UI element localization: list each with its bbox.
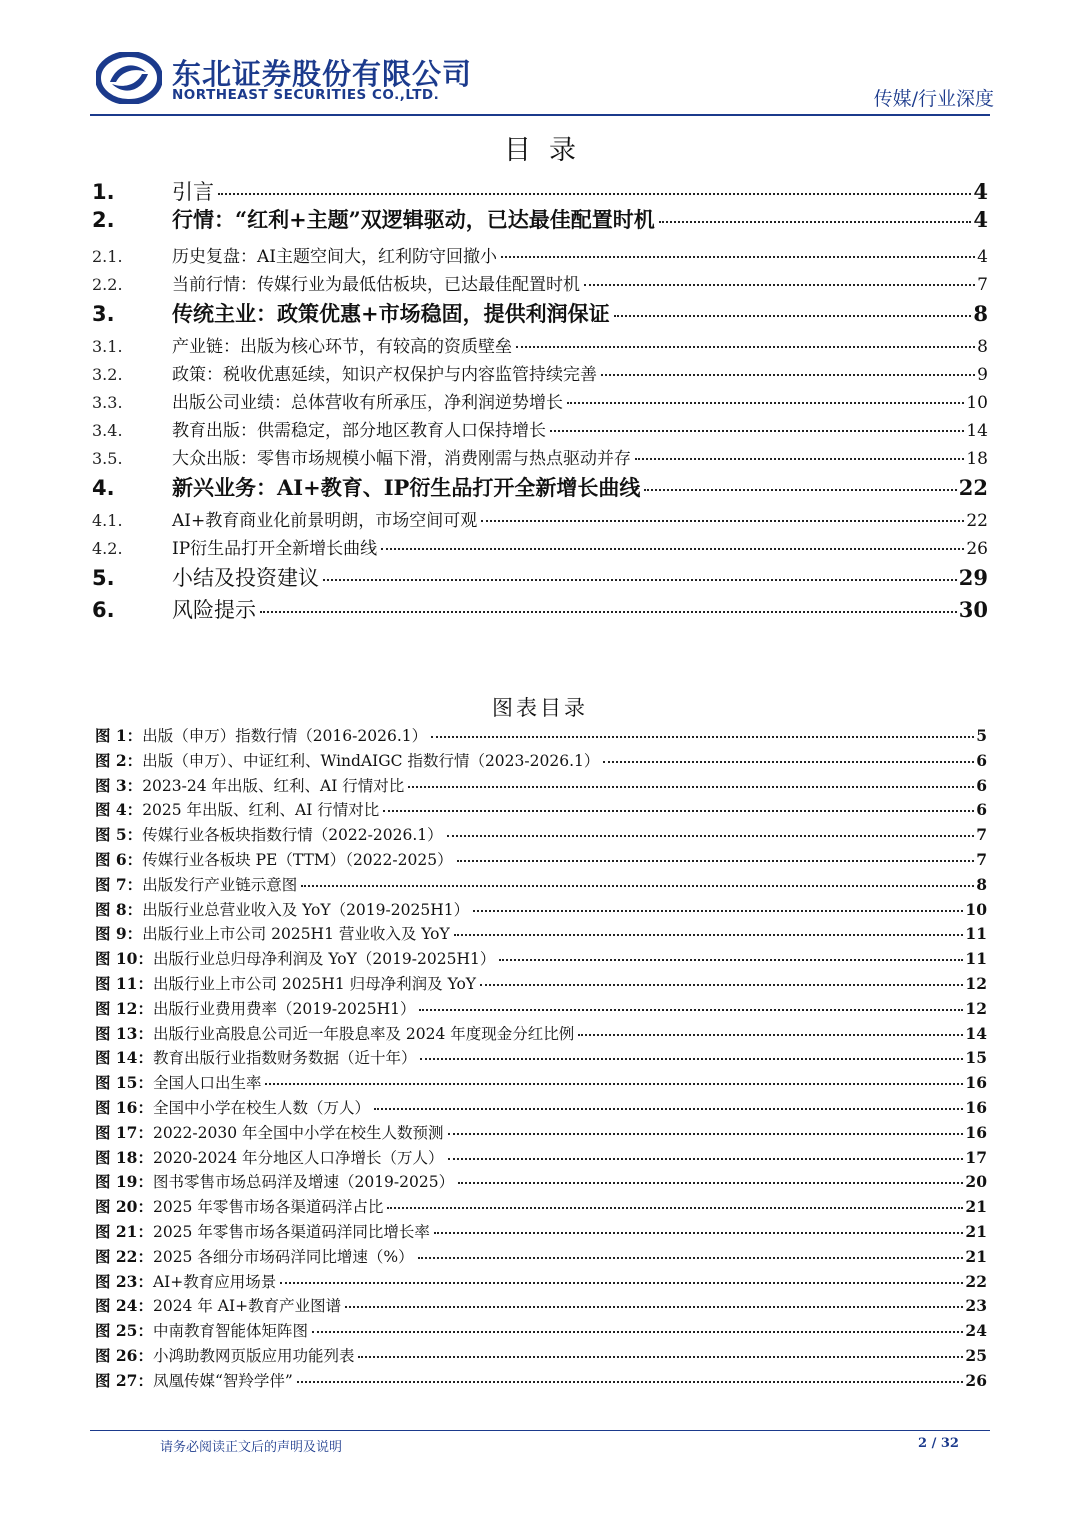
toc-leader-dots <box>584 284 975 286</box>
figure-item[interactable] <box>95 1245 987 1267</box>
figure-caption: 2024 年 AI+教育产业图谱 <box>152 1297 342 1316</box>
figure-label: 图 14： <box>95 1048 153 1068</box>
toc-item[interactable] <box>92 472 988 502</box>
figure-label: 图 3： <box>95 775 143 795</box>
figure-leader-dots <box>447 835 975 837</box>
figure-label: 图 5： <box>95 825 143 845</box>
toc-item-number: 3.1. <box>92 337 123 356</box>
figure-page: 20 <box>965 1172 987 1192</box>
figure-item[interactable] <box>95 1146 987 1168</box>
toc-item-page: 22 <box>958 475 988 500</box>
figure-caption: 2023-24 年出版、红利、AI 行情对比 <box>142 776 405 795</box>
figure-list-title: 图表目录 <box>492 696 588 720</box>
toc-leader-dots <box>323 579 957 581</box>
figure-label: 图 10： <box>95 949 153 969</box>
toc-item-page: 9 <box>977 365 988 385</box>
figure-item[interactable] <box>95 972 987 994</box>
toc-item-page: 22 <box>966 511 988 531</box>
figure-item[interactable] <box>95 1071 987 1093</box>
figure-caption: 出版行业上市公司 2025H1 归母净利润及 YoY <box>152 975 477 993</box>
toc-item-title: 大众出版：零售市场规模小幅下滑，消费刚需与热点驱动并存 <box>172 449 631 469</box>
figure-page: 6 <box>976 800 987 820</box>
figure-leader-dots <box>312 1331 963 1333</box>
toc-leader-dots <box>644 489 956 491</box>
toc-item[interactable] <box>92 242 988 267</box>
toc-item-title: 小结及投资建议 <box>172 566 319 590</box>
figure-label: 图 19： <box>95 1172 153 1192</box>
figure-label: 图 17： <box>95 1122 153 1142</box>
toc-item-page: 4 <box>973 207 988 232</box>
toc-item-title: 当前行情：传媒行业为最低估板块，已达最佳配置时机 <box>172 275 580 295</box>
toc-leader-dots <box>659 221 972 223</box>
figure-leader-dots <box>434 1232 964 1234</box>
figure-leader-dots <box>297 1381 964 1383</box>
figure-label: 图 13： <box>95 1023 153 1043</box>
figure-leader-dots <box>383 810 974 812</box>
figure-label: 图 9： <box>95 924 143 944</box>
toc-item-title: 出版公司业绩：总体营收有所承压，净利润逆势增长 <box>172 393 563 413</box>
figure-leader-dots <box>499 959 963 961</box>
toc-item-title: 传统主业：政策优惠+市场稳固，提供利润保证 <box>172 301 610 326</box>
toc-item[interactable] <box>92 506 988 531</box>
toc-item-number: 1. <box>92 180 115 204</box>
figure-item[interactable] <box>95 724 987 746</box>
toc-leader-dots <box>501 256 975 258</box>
toc-item-title: 历史复盘：AI主题空间大，红利防守回撤小 <box>172 247 497 267</box>
figure-caption: 中南教育智能体矩阵图 <box>152 1322 308 1341</box>
figure-caption: 2025 各细分市场码洋同比增速（%） <box>152 1247 414 1266</box>
figure-item[interactable] <box>95 873 987 895</box>
figure-item[interactable] <box>95 774 987 796</box>
toc-item-page: 8 <box>973 301 988 326</box>
footer-divider <box>90 1430 990 1431</box>
toc-item-page: 7 <box>977 275 988 295</box>
toc-item[interactable] <box>92 332 988 357</box>
figure-page: 16 <box>965 1098 987 1117</box>
figure-page: 12 <box>965 998 987 1018</box>
toc-leader-dots <box>567 402 964 404</box>
figure-page: 17 <box>965 1147 987 1167</box>
toc-leader-dots <box>550 430 964 432</box>
toc-item-number: 3.3. <box>92 393 123 412</box>
toc-item-title: AI+教育商业化前景明朗，市场空间可观 <box>172 511 478 531</box>
figure-caption: 出版行业上市公司 2025H1 营业收入及 YoY <box>142 925 450 944</box>
figure-label: 图 6： <box>95 850 143 869</box>
toc-item-number: 5. <box>92 566 115 590</box>
figure-label: 图 21： <box>95 1222 153 1241</box>
figure-caption: 小鸿助教网页版应用功能列表 <box>152 1347 355 1365</box>
toc-item-number: 3.4. <box>92 421 123 440</box>
figure-leader-dots <box>345 1306 963 1308</box>
figure-leader-dots <box>358 1356 963 1358</box>
figure-caption: 传媒行业各板块 PE（TTM）（2022-2025） <box>142 851 453 869</box>
toc-item[interactable] <box>92 270 988 295</box>
figure-caption: 全国中小学在校生人数（万人） <box>152 1099 370 1117</box>
figure-caption: 出版行业费用费率（2019-2025H1） <box>152 999 416 1018</box>
figure-page: 22 <box>965 1271 987 1291</box>
figure-leader-dots <box>420 1058 963 1060</box>
figure-caption: 教育出版行业指数财务数据（近十年） <box>152 1049 417 1068</box>
figure-label: 图 27： <box>95 1370 153 1390</box>
figure-item[interactable] <box>95 1319 987 1341</box>
toc-item-title: 教育出版：供需稳定，部分地区教育人口保持增长 <box>172 421 546 441</box>
figure-item[interactable] <box>95 1195 987 1217</box>
figure-caption: 传媒行业各板块指数行情（2022-2026.1） <box>142 826 443 845</box>
toc-item-page: 14 <box>966 421 988 441</box>
figure-item[interactable] <box>95 1170 987 1192</box>
toc-item-page: 29 <box>958 565 988 590</box>
report-category: 传媒/行业深度 <box>873 88 994 110</box>
figure-page: 11 <box>965 949 987 969</box>
toc-item-number: 2.2. <box>92 275 123 294</box>
toc-item-title: 风险提示 <box>172 598 256 622</box>
figure-page: 16 <box>965 1073 987 1093</box>
figure-page: 26 <box>965 1370 987 1390</box>
figure-caption: 2025 年零售市场各渠道码洋同比增长率 <box>152 1223 430 1241</box>
toc-item-number: 4.1. <box>92 511 123 530</box>
header-divider <box>90 114 990 116</box>
figure-item[interactable] <box>95 997 987 1019</box>
figure-item[interactable] <box>95 1270 987 1292</box>
toc-item[interactable] <box>92 594 988 624</box>
figure-item[interactable] <box>95 848 987 870</box>
toc-item[interactable] <box>92 444 988 469</box>
figure-item[interactable] <box>95 823 987 845</box>
toc-item-number: 3. <box>92 302 115 326</box>
toc-item-title: IP衍生品打开全新增长曲线 <box>172 539 378 559</box>
figure-page: 15 <box>965 1048 987 1068</box>
figure-page: 23 <box>965 1296 987 1316</box>
figure-label: 图 16： <box>95 1098 153 1117</box>
figure-item[interactable] <box>95 1344 987 1366</box>
figure-label: 图 15： <box>95 1073 153 1093</box>
figure-page: 8 <box>976 874 987 894</box>
figure-page: 10 <box>965 899 987 919</box>
toc-item-title: 引言 <box>172 180 214 204</box>
figure-item[interactable] <box>95 1294 987 1316</box>
toc-leader-dots <box>481 520 964 522</box>
figure-item[interactable] <box>95 798 987 820</box>
toc-item-title: 政策：税收优惠延续，知识产权保护与内容监管持续完善 <box>172 365 597 385</box>
page-indicator: 2 / 32 <box>918 1436 959 1451</box>
figure-caption: 2022-2030 年全国中小学在校生人数预测 <box>152 1123 444 1142</box>
figure-caption: 全国人口出生率 <box>152 1074 262 1093</box>
figure-caption: 2025 年零售市场各渠道码洋占比 <box>152 1198 384 1217</box>
figure-page: 7 <box>976 825 987 845</box>
toc-item-title: 新兴业务：AI+教育、IP衍生品打开全新增长曲线 <box>172 475 641 500</box>
figure-label: 图 18： <box>95 1147 153 1167</box>
toc-item-number: 3.2. <box>92 365 123 384</box>
figure-leader-dots <box>480 984 963 986</box>
toc-item-page: 18 <box>966 449 988 469</box>
figure-leader-dots <box>408 786 974 788</box>
toc-item[interactable] <box>92 388 988 413</box>
toc-item-page: 8 <box>977 337 988 357</box>
company-logo-icon <box>96 52 162 104</box>
figure-item[interactable] <box>95 1121 987 1143</box>
figure-leader-dots <box>419 1009 963 1011</box>
company-name-en: NORTHEAST SECURITIES CO.,LTD. <box>172 87 440 103</box>
footer-disclaimer: 请务必阅读正文后的声明及说明 <box>160 1440 343 1455</box>
figure-label: 图 26： <box>95 1346 153 1365</box>
figure-label: 图 4： <box>95 800 143 820</box>
figure-leader-dots <box>448 1158 964 1160</box>
figure-caption: 2020-2024 年分地区人口净增长（万人） <box>152 1148 444 1167</box>
figure-page: 12 <box>965 974 987 993</box>
toc-item-number: 6. <box>92 598 115 622</box>
toc-item-page: 30 <box>958 597 988 622</box>
toc-item[interactable] <box>92 298 988 328</box>
figure-page: 21 <box>965 1197 987 1217</box>
figure-leader-dots <box>387 1207 963 1209</box>
toc-item-page: 4 <box>977 247 988 267</box>
figure-caption: AI+教育应用场景 <box>152 1272 277 1291</box>
toc-item[interactable] <box>92 204 988 234</box>
toc-item[interactable] <box>92 360 988 385</box>
figure-label: 图 12： <box>95 998 153 1018</box>
figure-page: 25 <box>965 1346 987 1365</box>
toc-item[interactable] <box>92 176 988 206</box>
figure-leader-dots <box>578 1034 963 1036</box>
figure-caption: 出版行业高股息公司近一年股息率及 2024 年度现金分红比例 <box>152 1024 575 1043</box>
figure-leader-dots <box>448 1133 964 1135</box>
toc-title: 目录 <box>504 135 594 166</box>
figure-caption: 凤凰传媒“智羚学伴” <box>152 1371 293 1390</box>
toc-leader-dots <box>635 458 964 460</box>
figure-item[interactable] <box>95 898 987 920</box>
figure-leader-dots <box>454 934 964 936</box>
figure-page: 21 <box>965 1246 987 1266</box>
figure-page: 5 <box>976 726 987 745</box>
figure-page: 24 <box>965 1321 987 1341</box>
figure-page: 21 <box>965 1222 987 1241</box>
figure-label: 图 23： <box>95 1271 153 1291</box>
toc-item-number: 2.1. <box>92 247 123 266</box>
figure-item[interactable] <box>95 749 987 771</box>
figure-label: 图 20： <box>95 1197 153 1217</box>
figure-item[interactable] <box>95 1046 987 1068</box>
toc-item-number: 4. <box>92 476 115 500</box>
toc-item-page: 4 <box>973 179 988 204</box>
figure-leader-dots <box>301 885 974 887</box>
figure-item[interactable] <box>95 1096 987 1118</box>
figure-item[interactable] <box>95 1369 987 1391</box>
toc-item-page: 26 <box>966 539 988 559</box>
figure-caption: 出版（申万）指数行情（2016-2026.1） <box>142 727 428 745</box>
figure-label: 图 1： <box>95 726 143 745</box>
figure-page: 16 <box>965 1122 987 1142</box>
figure-caption: 图书零售市场总码洋及增速（2019-2025） <box>152 1173 455 1192</box>
toc-leader-dots <box>218 193 971 195</box>
toc-item[interactable] <box>92 534 988 559</box>
figure-label: 图 22： <box>95 1246 153 1266</box>
figure-caption: 2025 年出版、红利、AI 行情对比 <box>142 801 380 820</box>
figure-page: 6 <box>976 750 987 770</box>
toc-item-number: 3.5. <box>92 449 123 468</box>
figure-leader-dots <box>458 1182 963 1184</box>
figure-leader-dots <box>418 1257 964 1259</box>
page-header <box>0 0 1080 118</box>
figure-leader-dots <box>457 860 975 862</box>
toc-item-title: 产业链：出版为核心环节，有较高的资质壁垒 <box>172 337 512 357</box>
figure-label: 图 2： <box>95 750 143 770</box>
toc-leader-dots <box>614 315 972 317</box>
toc-leader-dots <box>260 611 957 613</box>
figure-page: 11 <box>965 924 987 944</box>
company-name-cn: 东北证券股份有限公司 <box>172 57 473 91</box>
toc-item-number: 4.2. <box>92 539 123 558</box>
figure-caption: 出版行业总营业收入及 YoY（2019-2025H1） <box>142 900 470 919</box>
toc-item-page: 10 <box>966 393 988 413</box>
figure-leader-dots <box>473 910 963 912</box>
figure-label: 图 25： <box>95 1321 153 1341</box>
figure-leader-dots <box>603 761 974 763</box>
figure-leader-dots <box>431 736 974 738</box>
figure-page: 7 <box>976 850 987 869</box>
figure-item[interactable] <box>95 922 987 944</box>
figure-leader-dots <box>265 1083 963 1085</box>
toc-item[interactable] <box>92 416 988 441</box>
figure-label: 图 8： <box>95 899 143 919</box>
figure-item[interactable] <box>95 1220 987 1242</box>
figure-item[interactable] <box>95 1022 987 1044</box>
toc-leader-dots <box>381 548 964 550</box>
figure-page: 6 <box>976 775 987 795</box>
figure-caption: 出版行业总归母净利润及 YoY（2019-2025H1） <box>152 950 496 969</box>
figure-page: 14 <box>965 1023 987 1043</box>
toc-leader-dots <box>601 374 975 376</box>
figure-label: 图 11： <box>95 974 153 993</box>
toc-leader-dots <box>516 346 975 348</box>
figure-item[interactable] <box>95 947 987 969</box>
toc-item-number: 2. <box>92 208 115 232</box>
toc-item[interactable] <box>92 562 988 592</box>
figure-label: 图 24： <box>95 1296 153 1316</box>
toc-item-title: 行情：“红利+主题”双逻辑驱动，已达最佳配置时机 <box>172 207 655 232</box>
figure-leader-dots <box>374 1108 963 1110</box>
figure-leader-dots <box>280 1282 963 1284</box>
figure-caption: 出版（申万）、中证红利、WindAIGC 指数行情（2023-2026.1） <box>142 751 600 770</box>
figure-label: 图 7： <box>95 874 143 894</box>
figure-caption: 出版发行产业链示意图 <box>142 875 298 894</box>
